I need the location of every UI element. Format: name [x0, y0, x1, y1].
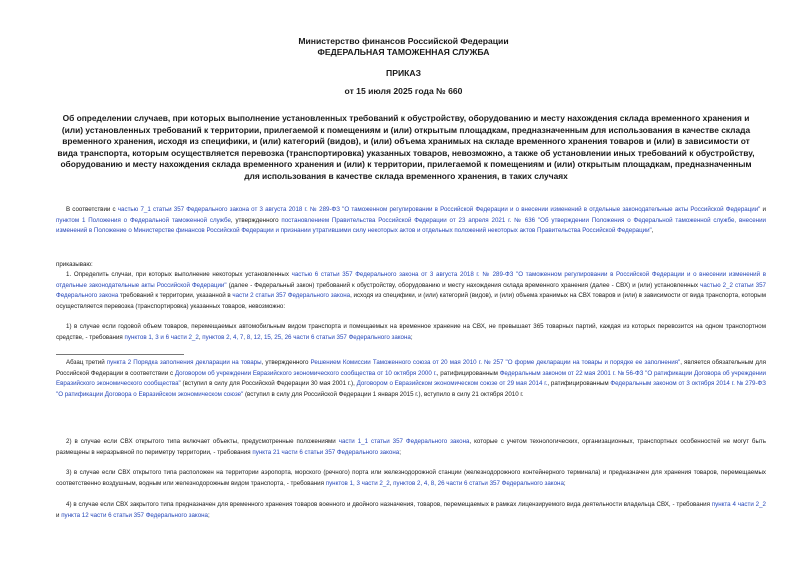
subitem-2-paragraph — [56, 437, 766, 458]
points-list-link[interactable]: пунктов 2, 4, 7, 8, 12, 15, 25, 26 части 6 статьи 357 Федерального закона — [202, 333, 411, 341]
text-fragment: , утвержденного — [230, 216, 282, 224]
document-title: Об определении случаев, при которых выполнение установленных требований к обустройству, оборудованию и месту нахождения склада временного хранения и (или) установленных требований к территории, прилегаемой к помещениям и (или) открытым площадкам, предназначенным для использования в качестве склада временного хранения, исходя из специфики, и (или) категорий (видов), и (или) объема хранимых на складе временного хранения товаров и (или) в зависимости от вида транспорта, которым осуществляется перевозка (транспортировка) указанных товаров, невозможно, а также об установлении иных требований к обустройству, оборудованию и месту нахождения склада временного хранения и (или) к территории, прилегаемой к помещениям и (или) открытым площадкам, предназначенным для использования в качестве склада временного хранения, в таких случаях — [57, 113, 755, 181]
text-fragment: ; — [563, 479, 566, 487]
government-decree-link[interactable]: постановлением Правительства Российской Федерации от 23 апреля 2021 г. № 636 "Об утверждении Положения о Федеральной таможенной службе, внесении изменений в Положение о Министерстве финансов Российской Федерации и признании утратившими силу некоторых актов и отдельных положений некоторых актов Правительства Российской Федерации" — [56, 216, 766, 235]
law-part-2-link[interactable]: части 2 статьи 357 Федерального закона — [232, 292, 351, 300]
law-part-2-2-link[interactable]: частью 2_2 статьи 357 Федерального закона — [56, 281, 766, 300]
footnote-paragraph — [56, 358, 766, 400]
text-fragment: В соответствии с — [66, 206, 118, 213]
points-1-3-part-2-2-link[interactable]: пунктов 1, 3 части 2_2 — [325, 479, 390, 487]
text-fragment: и — [760, 206, 766, 213]
law-289-fz-link[interactable]: частью 7_1 статьи 357 Федерального закона от 3 августа 2018 г. № 289-ФЗ "О таможенном регулировании в Российской Федерации и о внесении изменений в отдельные законодательные акты Российской Федерации" — [117, 206, 761, 213]
order-word: приказываю: — [56, 261, 93, 268]
text-fragment: требований к территории, указанной в — [118, 292, 233, 300]
text-fragment: , — [389, 479, 394, 487]
points-1-3-6-link[interactable]: пунктов 1, 3 и 6 части 2_2 — [124, 333, 199, 341]
text-fragment: , — [198, 333, 203, 341]
text-fragment: ; — [399, 448, 401, 456]
text-fragment: , каждая из которых перевозится на одном транспортном средстве, - требования — [56, 323, 766, 341]
eurasec-treaty-link[interactable]: Договором об учреждении Евразийского экономического сообщества от 10 октября 2000 г. — [174, 369, 437, 377]
document-type: ПРИКАЗ — [386, 68, 421, 78]
text-fragment: 4) в случае если СВХ закрытого типа предназначен для временного хранения товаров военного и двойного назначения, товаров, перемещаемых в рамках лицензируемого вида деятельности владельца СВХ, - требования — [66, 501, 712, 508]
text-fragment: , является обязательным для Российской Федерации в соответствии с — [56, 359, 766, 377]
declaration-procedure-link[interactable]: пункта 2 Порядка заполнения декларации на товары — [106, 359, 262, 366]
text-fragment: , ратифицированным — [436, 369, 500, 377]
part-1-1-link[interactable]: части 1_1 статьи 357 Федерального закона — [338, 438, 470, 445]
text-fragment: и — [56, 511, 62, 519]
text-fragment: (вступил в силу для Российской Федерации 30 мая 2001 г.), — [180, 380, 357, 388]
text-fragment: , исходя из специфики, и (или) категорий (видов), и (или) объема хранимых на СВХ товаров и (или) в зависимости от вида транспорта, которым осуществляется перевозка (транспортировка) указанных товаров, невозможно: — [56, 292, 766, 310]
text-fragment: Абзац третий — [66, 359, 107, 366]
text-fragment: , которые с учетом технологических, организационных, транспортных особенностей не могут быть размещены в неразрывной по периметру территории, - требования — [56, 438, 766, 456]
subitem-3-paragraph — [56, 468, 766, 489]
text-fragment: 2) в случае если СВХ открытого типа включает объекты, предусмотренные положениями — [66, 438, 339, 445]
agency-name: ФЕДЕРАЛЬНАЯ ТАМОЖЕННАЯ СЛУЖБА — [317, 47, 490, 57]
text-fragment: ; — [208, 511, 210, 519]
customs-union-decision-link[interactable]: Решением Комиссии Таможенного союза от 20 мая 2010 г. № 257 "О форме декларации на товары и порядке ее заполнения" — [310, 359, 681, 366]
text-fragment: (далее - Федеральный закон) требований к обустройству, оборудованию и месту нахождения склада временного хранения (далее - СВХ) и (или) установленных — [226, 281, 701, 289]
document-date-number: от 15 июля 2025 года № 660 — [344, 86, 463, 96]
points-2-4-8-26-link[interactable]: пунктов 2, 4, 8, 26 части 6 статьи 357 Федерального закона — [393, 479, 564, 487]
subitem-1-paragraph — [56, 322, 766, 343]
text-fragment: ; — [410, 333, 413, 341]
law-56-fz-link[interactable]: Федеральным законом от 22 мая 2001 г. № 56-ФЗ "О ратификации Договора об учреждении Евразийского экономического сообщества" — [56, 369, 766, 388]
text-fragment: (вступил в силу для Российской Федерации 1 января 2015 г.), вступило в силу 21 октября 2010 г. — [243, 390, 524, 398]
eaeu-treaty-link[interactable]: Договором о Евразийском экономическом союзе от 29 мая 2014 г. — [356, 380, 548, 388]
point-21-link[interactable]: пункта 21 части 6 статьи 357 Федерального закона — [252, 448, 400, 456]
ministry-name: Министерство финансов Российской Федерации — [298, 36, 509, 46]
point-12-part-6-link[interactable]: пункта 12 части 6 статьи 357 Федерального закона — [61, 511, 208, 519]
text-fragment: 1) в случае если годовой объем товаров, перемещаемых автомобильным видом транспорта и помещаемых на временное хранение на СВХ, не превышает 365 товарных партий — [66, 323, 596, 330]
text-fragment: , утвержденного — [261, 359, 311, 366]
text-fragment: , — [651, 227, 654, 235]
law-part-6-link[interactable]: частью 6 статьи 357 Федерального закона от 3 августа 2018 г. № 289-ФЗ "О таможенном регулировании в Российской Федерации и о внесении изменений в отдельные законодательные акты Российской Федерации" — [56, 271, 766, 289]
point-4-part-2-2-link[interactable]: пункта 4 части 2_2 — [711, 501, 766, 508]
text-fragment: , ратифицированным — [547, 380, 611, 388]
item-1-paragraph — [56, 270, 766, 312]
text-fragment: 3) в случае если СВХ открытого типа расположен на территории аэропорта, морского (речного) порта или железнодорожной станции (железнодорожного контейнерного терминала) и предназначен для хранения товаров, перемещаемых соответственно воздушным, водным или железнодорожным видом транспорта, - требования — [56, 469, 766, 487]
footnote-divider — [56, 354, 184, 355]
law-279-fz-link[interactable]: Федеральным законом от 3 октября 2014 г. № 279-ФЗ "О ратификации Договора о Евразийском экономическом союзе" — [56, 380, 766, 398]
fts-regulation-link[interactable]: пунктом 1 Положения о Федеральной таможенной службе — [56, 216, 231, 224]
subitem-4-paragraph — [56, 500, 766, 521]
preamble-paragraph — [56, 205, 766, 237]
text-fragment: 1. Определить случаи, при которых выполнение некоторых установленных — [66, 271, 292, 278]
